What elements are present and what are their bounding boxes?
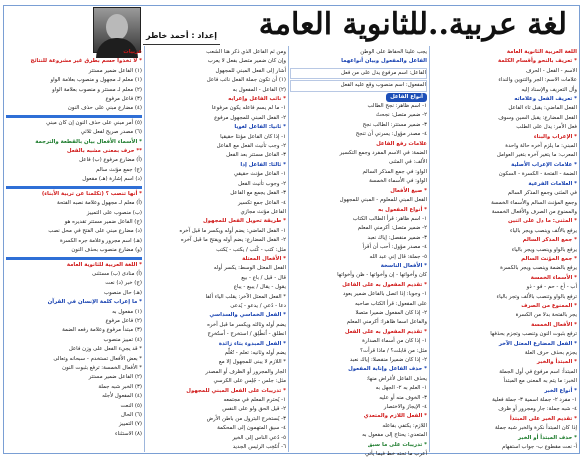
text-line: (٤) المفعول لأجله	[102, 393, 142, 400]
text-line: الفعل الماضي: يقبل تاء الفاعل	[508, 105, 577, 112]
text-line: (٢) الفاعل ضمير مستتر	[88, 374, 142, 381]
text-line: أعرب ما تحته خط فيما يأتي	[365, 451, 427, 458]
text-line: أشار إلى الفعل المبني للمجهول	[215, 67, 286, 74]
text-line: * تدريبات على ما سبق	[367, 441, 427, 448]
text-line: دعا - دُعي / يدعو - يُدعى	[230, 302, 286, 309]
text-line: * لا تخذوا حسم بطرق غير مشروعة للنتائج	[30, 58, 142, 65]
text-line: * العلامات الفرعية	[528, 180, 577, 187]
text-line: ** حرف بمعنى مشبه بالفعل	[66, 148, 142, 155]
text-column-3	[146, 48, 286, 451]
text-line: ٣- الخوف منه أو عليه	[379, 394, 427, 401]
text-line: * الفعل الخماسي والسداسي	[209, 312, 286, 319]
text-line: ٤- سيق المتهمون إلى المحكمة	[217, 425, 286, 432]
text-line: * صيغ الأفعال	[390, 187, 427, 194]
page-title: لغة عربية..للثانوية العامة	[258, 7, 567, 42]
text-line: يجزم بحذف حرف العلة	[524, 350, 577, 356]
text-line: ٢- ضمير متصل: نجحتُ	[375, 112, 427, 119]
text-line: ٢- الفعل المضارع: يضم أوله ويفتح ما قبل آخره	[180, 237, 286, 244]
text-line: ١- إذا كان من أسماء الصدارة	[362, 338, 427, 345]
text-line: يقول - يقال / يبيع - يباع	[233, 284, 286, 291]
text-line: مثل: جلس - جُلِس على الكرسي	[213, 378, 286, 385]
text-line: اللغة العربية الثانوية العامة	[506, 49, 577, 55]
text-line: علامات الاسم: الجر والتنوين والنداء	[498, 77, 577, 84]
text-line: (٣) مبتدأ مرفوع وعلامة رفعه الضمة	[62, 327, 142, 334]
text-line: * جمع المذكر السالم	[522, 237, 577, 244]
text-line: (هـ) اسم مجرور وعلامة جره الكسرة	[59, 237, 142, 244]
text-line: ١- ما لم يسم فاعله يكون مرفوعا	[211, 105, 286, 112]
text-line: الواو: في جمع المذكر السالم	[362, 168, 427, 175]
text-line: يضم أوله وثالثه ويكسر ما قبل آخره	[207, 321, 286, 328]
text-line: (٨) الاستثناء	[115, 430, 142, 437]
text-line: * أنواع المفعول به	[378, 206, 427, 213]
text-line: * علامات الإعراب الأصلية	[511, 161, 577, 168]
text-line: * ثالثا: الفاعل إذا	[240, 161, 286, 168]
text-line: الضمة - الفتحة - الكسرة - السكون	[498, 171, 577, 178]
text-line: الجار والمجرور أو الظرف أو المصدر	[205, 368, 286, 375]
text-line: (و) مضارع منصوب بحذف النون	[71, 247, 142, 254]
text-line: ٤- مصدر مؤول: أحب أن أقرأ	[362, 244, 427, 251]
text-line: اللازم: يكتفي بفاعله	[382, 422, 427, 429]
column-divider	[429, 46, 430, 452]
text-line: (أ) مضارع مرفوع (ب) فاعل	[79, 157, 142, 164]
text-line: ٣- يُستخرج البترول من باطن الأرض	[206, 415, 286, 422]
text-line: (١) مفعول به	[112, 308, 142, 315]
text-column-1	[431, 48, 577, 451]
text-line: الفعل المبني للمعلوم - المبني للمجهول	[339, 197, 427, 204]
text-line: (د) اسم إشارة (هـ) مفعول	[82, 176, 142, 183]
text-line: (١) معلم لـ مجهول و منصوب بعلامة الواو	[50, 77, 142, 84]
text-line: ١- يُحترم المعلم في مجتمعه	[223, 397, 286, 404]
text-line: في المثنى وجمع المذكر السالم	[507, 190, 577, 197]
text-line: (٦) الحال	[120, 412, 142, 419]
text-line: (٥) النعت	[120, 402, 142, 409]
text-line: ٤- الإيجاز والاختصار	[383, 404, 427, 411]
text-line: قال - قيل / باع - بيع	[241, 274, 286, 281]
section-divider	[6, 186, 142, 189]
column-divider	[144, 46, 145, 452]
text-line: يرفع بالألف وينصب ويجر بالياء	[509, 227, 577, 234]
text-line: وجمع المؤنث السالم والأسماء الخمسة	[491, 199, 577, 206]
text-line: ٣- ضمير منفصل: إياك نعبد	[367, 234, 427, 241]
text-line: (ج) جمع مؤنث سالم	[96, 166, 142, 173]
text-line: ١- الفاعل مؤنث حقيقي	[233, 171, 286, 178]
text-line: ٤- مصدر مؤول: يسرني أن تنجح	[355, 131, 427, 138]
section-label: أنواع الفاعل	[386, 93, 427, 102]
text-line: ٢- قيل الحق ولو على النفس	[222, 406, 286, 413]
text-line: ٤- الفاعل جمع تكسير	[237, 199, 286, 206]
text-line: (٢) معلم لـ مستتر و منصوب بعلامة الواو	[52, 86, 142, 93]
text-line: (٣) الخبر شبه جملة	[98, 383, 142, 390]
text-line: والفاعل اسما ظاهرا: أكرمني المعلم	[346, 319, 427, 326]
text-line: ١- وجوبا: إذا اتصل بالفاعل ضمير يعود	[343, 291, 427, 298]
text-line: ومن ثم الفاعل الذي ذكر هنا الشعب	[206, 49, 286, 55]
text-line: ٢- وجوب تأنيث الفعل	[238, 180, 286, 187]
text-line: ٣- الفاعل مستتر بعد الفعل	[226, 152, 286, 159]
text-line: * طريقة تحويل الفعل للمجهول	[203, 218, 286, 225]
text-line: يجب علينا الحفاظ على الوطن	[360, 49, 427, 55]
text-line: الفعل المعتل الوسط: يكسر أوله	[213, 265, 286, 272]
text-line: * الممنوع من الصرف	[521, 302, 577, 309]
text-line: (٢) الفاعل - المفعول به	[232, 86, 286, 93]
text-line: ١- الفعل الماضي: يضم أوله ويكسر ما قبل آخره	[179, 227, 286, 234]
text-line: (٢) فاعل مرفوع	[105, 317, 142, 324]
text-line: ترفع بالواو وتنصب بالألف وتجر بالياء	[496, 293, 577, 300]
text-line: أ- نعت مقطوع ب- جواب استفهام	[502, 444, 577, 451]
section-divider	[6, 257, 142, 260]
text-line: الواو: في الأسماء الخمسة	[369, 178, 427, 185]
text-line: * نائب الفاعل وإعرابه	[228, 96, 286, 103]
text-line: (٣) فاعل مرفوع	[105, 96, 142, 103]
text-line: * تعريف الفعل وعلاماته	[514, 96, 577, 103]
text-line: ٥- دُعي الناس إلى الخير	[232, 434, 286, 441]
text-line: علامات رفع الفاعل	[376, 140, 427, 147]
text-line: (ج) الفاعل ضمير مستتر تقديره هو	[64, 218, 142, 225]
author-photo	[93, 7, 141, 53]
text-line: المفعول: اسم منصوب وقع عليه الفعل	[290, 80, 427, 91]
text-line: الفاعل مؤنث مجازي	[240, 208, 286, 215]
text-line: (٦) مصدر صريح لفعل ثلاثي	[80, 129, 142, 136]
text-line: * بعض الأفعال تستخدم - سبحانه وتعالى	[53, 355, 142, 362]
text-line: المتعدي: يحتاج إلى مفعول به	[362, 432, 427, 439]
header	[6, 6, 577, 44]
text-line: يضم أوله وثانيه: تعلم - تُعُلِّم	[224, 350, 286, 356]
text-line: * اللازم لا يبنى للمجهول إلا مع	[218, 359, 286, 366]
text-line: (أ) معلم لـ مجهول وعلامة نصبه الفتحة	[57, 200, 142, 207]
text-line: ٢- إذا كان ضميرا منفصلا: إياك نعبد	[349, 357, 427, 363]
text-line: ٢- وجب تأنيث الفعل مع الفاعل	[216, 143, 286, 150]
text-line: وأل التعريف والإسناد إليه	[521, 86, 577, 93]
text-line: (٥) أمر مبني على حذف النون إن كان مبني	[46, 119, 142, 126]
text-line: (أ) منادى (ب) مستثنى	[92, 270, 142, 277]
text-line: كان وأخواتها - إن وأخواتها - ظن وأخواتها	[337, 272, 427, 279]
text-line: وإن كان ضمير متصل بفعل لا يعرب	[207, 58, 286, 65]
text-line: والممنوع من الصرف والأفعال الخمسة	[491, 208, 577, 215]
text-line: الاسم - الفعل - الحرف	[525, 67, 577, 74]
text-line: أب - أخ - حم - فو - ذو	[526, 284, 577, 291]
text-line: * الفعل المضارع المعتل الآخر	[498, 340, 577, 347]
text-line: يرفع بالواو وينصب ويجر بالياء	[511, 246, 577, 253]
text-line: * الفعل المعتل الآخر: يقلب الياء ألفا	[205, 293, 286, 300]
text-line: يرفع بالضمة وينصب ويجر بالكسرة	[500, 265, 577, 272]
text-line: * تعريف بالنحو وأقسام الكلمة	[497, 58, 577, 65]
text-line: * قد يجيء الفعل على وزن فاعل	[68, 346, 142, 353]
text-line: ٢- إذا كان المفعول ضميرا متصلا	[355, 309, 427, 316]
text-line: فعل الأمر: يدل على الطلب	[516, 124, 577, 131]
text-line: المبتدأ: اسم مرفوع في أول الجملة	[499, 368, 577, 375]
text-line: (هـ) حال منصوب	[104, 289, 142, 296]
text-line: (٤) تمييز منصوب	[103, 336, 142, 343]
text-line: * الأفعال الخمسة: ترفع بثبوت النون	[62, 365, 142, 371]
text-line: * أنواع الخبر	[544, 387, 577, 394]
text-line: المعرب: ما يتغير آخره بتغير العوامل	[496, 152, 577, 159]
text-line: ١- إذا كان الفاعل مؤنثا حقيقيا	[220, 133, 286, 140]
text-line: مثل: كتب - كُتب / يكتب - يُكتب	[216, 246, 286, 253]
text-line: ترفع بثبوت النون وتنصب وتجزم بحذفها	[490, 331, 577, 338]
text-line: ٦- اُنتُخِب الرئيس الجديد	[232, 444, 286, 451]
text-line: (١) أن تكون جملة الفعل نائب فاعل	[206, 77, 286, 84]
text-line: انطلق - اُنطُلِق / استخرج - اُستُخرِج	[207, 331, 286, 338]
text-line: (٧) التمييز	[119, 421, 142, 428]
text-line: * تقديم المفعول به على الفعل	[344, 328, 427, 335]
section-divider	[6, 115, 142, 118]
text-line: الفاعل والمفعول وبيان أنواعهما	[341, 58, 427, 65]
text-line: ١- العلم به ٢- الجهل به	[375, 385, 427, 392]
text-line: (ج) خبر (د) نعت	[105, 280, 142, 287]
text-line: ١- اسم ظاهر: قرأ الطالب الكتاب	[352, 215, 427, 222]
text-line: عربيات	[123, 49, 142, 55]
text-line: ٣- ضمير مستتر: الطالب نجح	[362, 121, 427, 128]
text-line: ٢- الفعل المبني للمجهول مرفوع	[214, 114, 286, 121]
text-line: (٤) مضارع مبني على حذف النون	[67, 105, 142, 112]
text-line: * الإعراب والبناء	[533, 133, 577, 140]
text-line: ٤- شبه جملة: جار ومجرور أو ظرف	[498, 406, 577, 413]
text-line: يحذف الفاعل لأغراض منها:	[366, 375, 427, 382]
text-column-2	[290, 48, 427, 458]
column-divider	[288, 46, 289, 452]
text-line: * المثنى: ما دل على اثنين	[508, 218, 577, 225]
text-line: الضمة: في الاسم المفرد وجمع التكسير	[339, 150, 427, 157]
text-line: ٢- ضمير متصل: أكرمني المعلم	[357, 225, 427, 232]
text-line: * حذف المبتدأ أو الخبر	[518, 434, 577, 441]
text-line: * اللغة العربية للثانوية العامة	[66, 261, 142, 268]
text-line: * الأفعال المعتلة	[242, 255, 286, 262]
text-line: * حذف الفاعل وإنابة المفعول	[348, 366, 427, 373]
text-line: * الأسماء الأفعال بيان بالقطعة والترجمة	[35, 138, 142, 145]
text-line: * تقديم الخبر على المبتدأ	[509, 415, 577, 422]
text-line: ١- اسم ظاهر: نجح الطالب	[367, 103, 427, 110]
text-line: المبني: ما يلزم آخره حالة واحدة	[505, 143, 577, 150]
text-line: * جمع المؤنث السالم	[521, 255, 577, 262]
text-column-4	[6, 48, 142, 451]
text-line: الألف: في المثنى	[388, 159, 427, 166]
text-line: * تدريبات على الفعل المبني للمجهول	[186, 387, 286, 394]
text-line: (د) مضارع مبني على الفتح في محل نصب	[48, 228, 142, 235]
text-line: على المفعول: قرأ الكتاب صاحبه	[354, 300, 427, 307]
text-line: * الفعل اللازم والمتعدي	[363, 413, 427, 420]
text-line: * ثانيا: الفاعل لغويا	[234, 124, 286, 131]
text-line: * الأسماء الخمسة	[530, 274, 577, 281]
text-line: * المبتدأ والخبر	[536, 359, 577, 366]
text-line: * الأفعال الناسخة	[380, 262, 427, 269]
text-line: (١) الفاعل ضمير مستتر	[88, 67, 142, 74]
text-line: * أنها تنصب ؟ (تكلمنا عن تربية الأبناء)	[41, 190, 142, 197]
text-line: * ما إعراب كلمة الإنسان في القرآن	[47, 299, 142, 306]
text-line: * تقديم المفعول به على الفاعل	[342, 281, 427, 288]
text-line: (ب) منصوب على التمييز	[86, 209, 142, 216]
text-line: ٣- الفعل يجمع مع الفاعل	[230, 190, 286, 197]
text-line: يجر بالفتحة بدلا من الكسرة	[515, 312, 577, 319]
text-line: مثل: من قابلت؟ / ماذا قرأت؟	[360, 347, 427, 354]
author-credit: إعداد : أحمد خاطر	[143, 28, 220, 45]
text-line: إذا كان المبتدأ نكرة والخبر شبه جملة	[495, 425, 577, 432]
text-line: الخبر: ما يتم به المعنى مع المبتدأ	[503, 378, 577, 385]
text-line: ٥- جملة: قال إني عبد الله	[369, 253, 427, 260]
text-line: * الفعل المبدوء بتاء زائدة	[218, 340, 286, 347]
text-line: الفاعل: اسم مرفوع يدل على من فعل	[290, 68, 427, 79]
text-line: الفعل المضارع: يقبل السين وسوف	[498, 114, 577, 121]
text-line	[290, 93, 427, 102]
text-line: * الأفعال الخمسة	[531, 321, 577, 328]
text-line: ١- مفرد ٢- جملة اسمية ٣- جملة فعلية	[492, 397, 577, 404]
